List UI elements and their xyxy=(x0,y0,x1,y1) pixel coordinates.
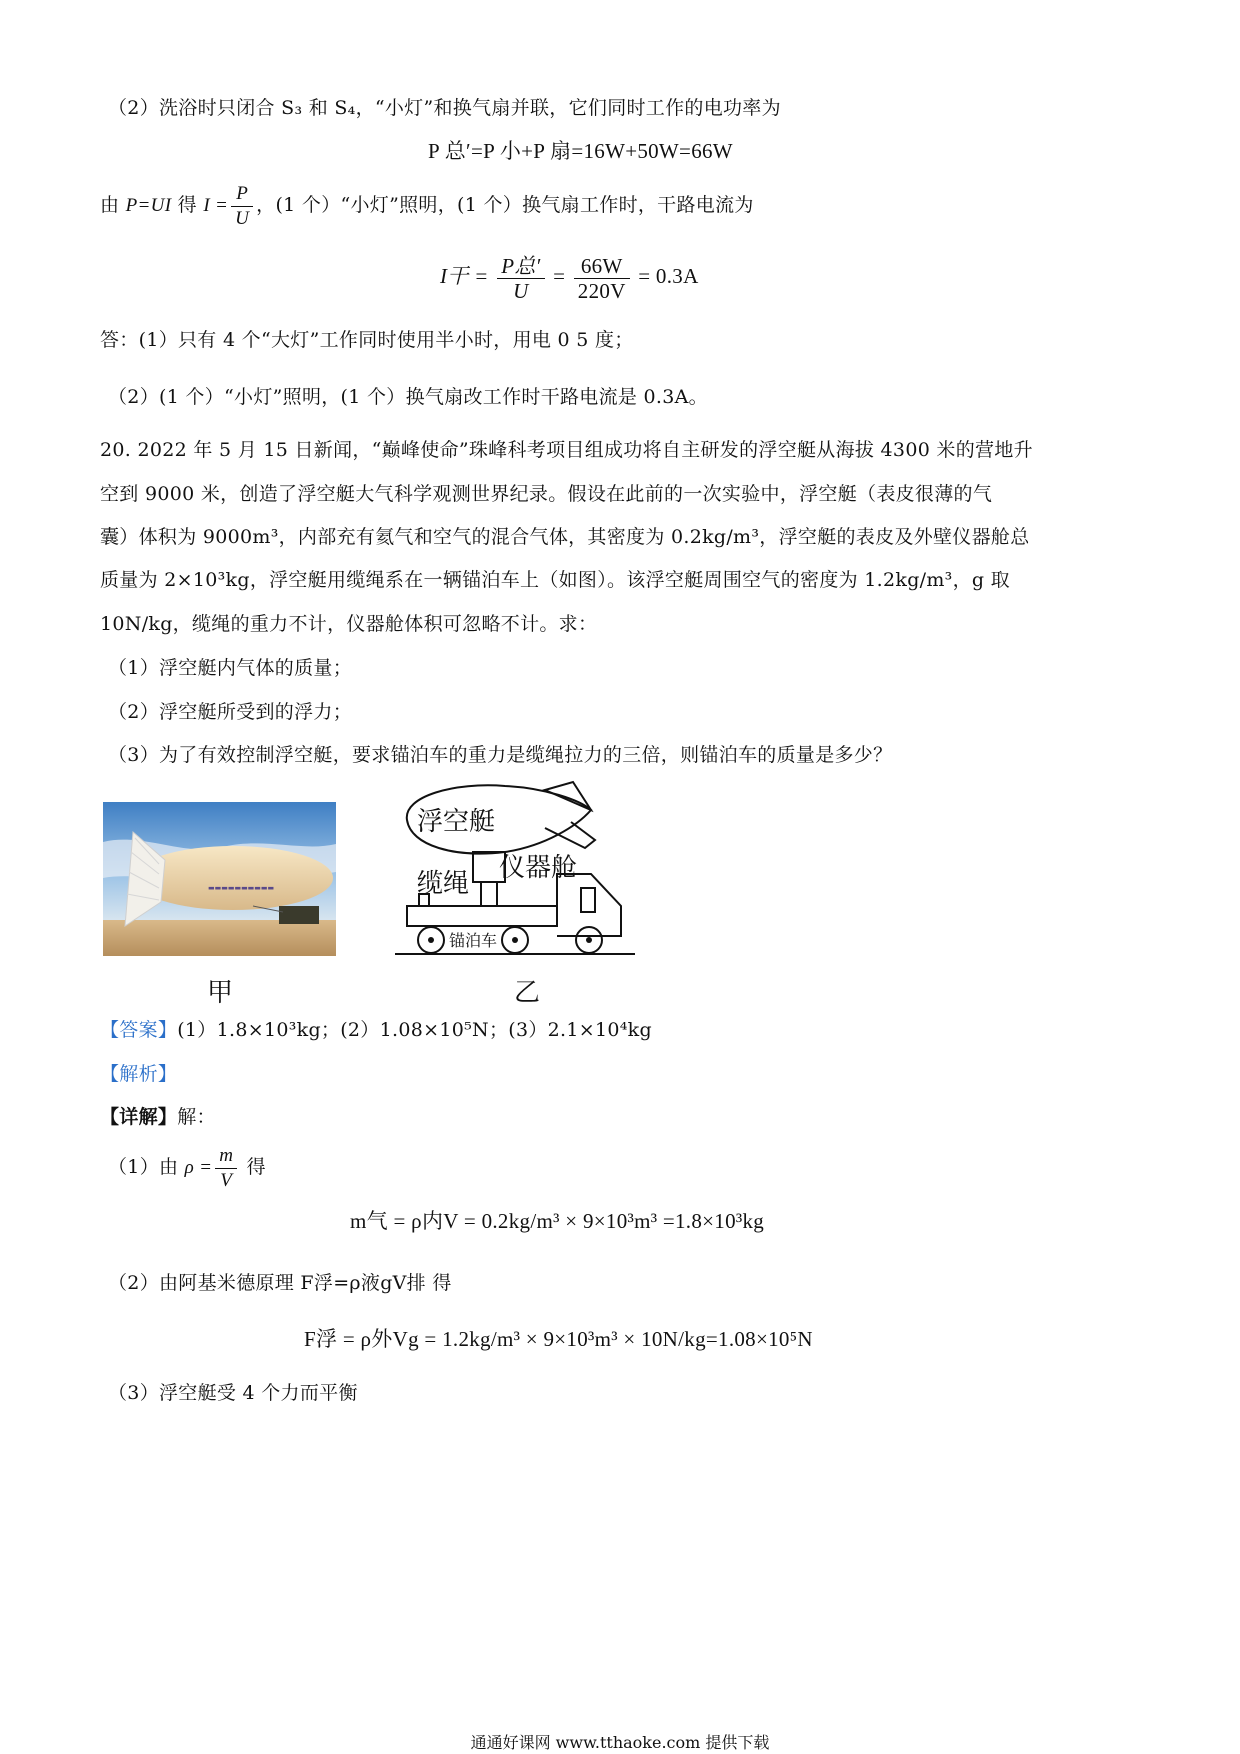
airship-photo xyxy=(103,802,336,956)
figure-label-b: 乙 xyxy=(514,978,541,1008)
q19-current-equation: I干 = $\frac{\text{P总′}}{U}$ = $\frac{66W}{220V}$ = 0.3A xyxy=(440,253,699,303)
q20-solution-3-intro: （3）浮空艇受 4 个力而平衡 xyxy=(108,1382,358,1404)
figure-label-a: 甲 xyxy=(207,978,234,1008)
q20-solution-2-equation: F浮 = ρ外Vg = 1.2kg/m³ × 9×10³m³ × 10N/kg=1.08×10⁵N xyxy=(304,1327,813,1351)
q20-solution-2-intro: （2）由阿基米德原理 F浮=ρ液gV排 得 xyxy=(108,1272,452,1294)
diagram-label-airship: 浮空艇 xyxy=(417,807,496,837)
q20-subquestion-3: （3）为了有效控制浮空艇，要求锚泊车的重力是缆绳拉力的三倍，则锚泊车的质量是多少？ xyxy=(108,744,893,766)
q19-answer-line1: 答：(1）只有 4 个“大灯”工作同时使用半小时，用电 0 5 度； xyxy=(100,329,634,351)
q20-subquestion-2: （2）浮空艇所受到的浮力； xyxy=(108,701,352,723)
page-footer: 通通好课网 www.tthaoke.com 提供下载 xyxy=(470,1733,770,1752)
q19-part2-intro: （2）洗浴时只闭合 S₃ 和 S₄，“小灯”和换气扇并联，它们同时工作的电功率为 xyxy=(108,97,781,119)
answer-tag: 【答案】 xyxy=(100,1019,178,1041)
detail-heading: 【详解】解： xyxy=(100,1106,216,1128)
diagram-label-instrument: 仪器舱 xyxy=(499,853,578,883)
q20-stem-line5: 10N/kg，缆绳的重力不计，仪器舱体积可忽略不计。求： xyxy=(100,613,598,635)
q20-stem-line2: 空到 9000 米，创造了浮空艇大气科学观测世界纪录。假设在此前的一次实验中，浮空艇（表皮很薄的气 xyxy=(100,483,993,505)
q20-answer: 【答案】(1）1.8×10³kg；(2）1.08×10⁵N；(3）2.1×10⁴kg xyxy=(100,1019,652,1041)
q20-stem-line4: 质量为 2×10³kg，浮空艇用缆绳系在一辆锚泊车上（如图）。该浮空艇周围空气的密度为 1.2kg/m³，g 取 xyxy=(100,569,1010,591)
q20-solution-1-intro: （1）由 ρ = $\frac{m}{V}$ 得 xyxy=(108,1144,266,1191)
q20-stem-line1: 20. 2022 年 5 月 15 日新闻，“巅峰使命”珠峰科考项目组成功将自主研发的浮空艇从海拔 4300 米的营地升 xyxy=(100,439,1033,461)
q19-power-equation: P 总′=P 小+P 扇=16W+50W=66W xyxy=(428,139,733,163)
q19-answer-line2: （2）(1 个）“小灯”照明，(1 个）换气扇改工作时干路电流是 0.3A。 xyxy=(108,386,708,408)
analysis-tag: 【解析】 xyxy=(100,1063,178,1085)
diagram-label-truck: 锚泊车 xyxy=(449,931,498,950)
q20-subquestion-1: （1）浮空艇内气体的质量； xyxy=(108,657,352,679)
airship-diagram xyxy=(395,778,635,960)
svg-text:▬▬▬▬▬▬▬▬▬▬: ▬▬▬▬▬▬▬▬▬▬ xyxy=(208,884,275,892)
diagram-label-cable: 缆绳 xyxy=(417,869,470,899)
q20-stem-line3: 囊）体积为 9000m³，内部充有氦气和空气的混合气体，其密度为 0.2kg/m³，浮空艇的表皮及外壁仪器舱总 xyxy=(100,526,1030,548)
q20-solution-1-equation: m气 = ρ内V = 0.2kg/m³ × 9×10³m³ =1.8×10³kg xyxy=(350,1209,765,1233)
q19-current-intro: 由 P=UI 得 I = $\frac{P}{U}$ ，(1 个）“小灯”照明，(1 个）换气扇工作时，干路电流为 xyxy=(100,182,754,229)
